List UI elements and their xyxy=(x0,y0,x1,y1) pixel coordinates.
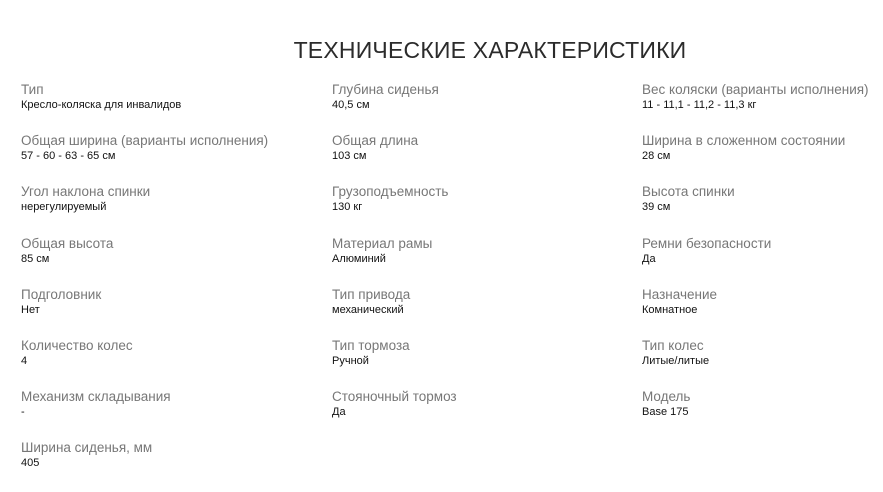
spec-value: Ручной xyxy=(332,354,369,367)
spec-label: Ширина в сложенном состоянии xyxy=(642,133,846,149)
spec-value: Base 175 xyxy=(642,406,689,419)
spec-value: 11 - 11,1 - 11,2 - 11,3 кг xyxy=(642,99,757,111)
spec-item xyxy=(332,184,457,235)
spec-label: Назначение xyxy=(642,286,718,302)
spec-value: 85 см xyxy=(21,252,50,265)
spec-item xyxy=(21,338,268,389)
spec-column-2 xyxy=(332,82,457,440)
spec-item xyxy=(21,236,268,287)
spec-label: Ремни безопасности xyxy=(642,235,772,251)
spec-value: Комнатное xyxy=(642,303,698,316)
page-title: ТЕХНИЧЕСКИЕ ХАРАКТЕРИСТИКИ xyxy=(293,37,687,64)
spec-label: Механизм складывания xyxy=(21,389,171,405)
spec-label: Грузоподъемность xyxy=(332,184,449,200)
spec-column-1 xyxy=(21,82,268,492)
spec-value: 103 см xyxy=(332,150,367,163)
spec-label: Тип xyxy=(21,82,44,97)
spec-label: Тип привода xyxy=(332,286,411,302)
spec-label: Подголовник xyxy=(21,286,102,302)
spec-value: нерегулируемый xyxy=(21,201,107,214)
spec-label: Модель xyxy=(642,389,691,405)
spec-value: - xyxy=(21,406,25,419)
spec-item xyxy=(642,133,869,184)
spec-label: Стояночный тормоз xyxy=(332,389,457,405)
spec-label: Глубина сиденья xyxy=(332,82,439,97)
spec-item xyxy=(332,287,457,338)
spec-value: 57 - 60 - 63 - 65 см xyxy=(21,150,116,163)
spec-label: Общая длина xyxy=(332,133,419,149)
spec-item xyxy=(642,338,869,389)
spec-value: Кресло-коляска для инвалидов xyxy=(21,99,182,111)
spec-item xyxy=(642,236,869,287)
spec-label: Количество колес xyxy=(21,337,133,353)
spec-item xyxy=(21,133,268,184)
spec-label: Общая ширина (варианты исполнения) xyxy=(21,133,269,149)
spec-value: 39 см xyxy=(642,201,671,214)
spec-value: Литые/литые xyxy=(642,354,710,367)
spec-value: 405 xyxy=(21,457,40,470)
spec-item xyxy=(332,236,457,287)
spec-item xyxy=(332,82,457,133)
spec-item xyxy=(21,287,268,338)
spec-label: Тип колес xyxy=(642,337,704,353)
spec-value: 4 xyxy=(21,354,28,367)
spec-label: Высота спинки xyxy=(642,184,735,200)
spec-value: 40,5 см xyxy=(332,99,370,111)
spec-item xyxy=(642,184,869,235)
spec-item xyxy=(642,389,869,440)
spec-label: Ширина сиденья, мм xyxy=(21,440,153,456)
spec-item xyxy=(21,82,268,133)
spec-item xyxy=(21,184,268,235)
spec-value: Да xyxy=(642,252,656,265)
spec-item xyxy=(642,287,869,338)
spec-item xyxy=(21,389,268,440)
spec-label: Тип тормоза xyxy=(332,337,410,353)
spec-value: механический xyxy=(332,303,404,316)
spec-value: 130 кг xyxy=(332,201,363,214)
spec-item xyxy=(21,440,268,491)
spec-item xyxy=(332,133,457,184)
spec-value: Нет xyxy=(21,303,40,316)
spec-value: 28 см xyxy=(642,150,671,163)
spec-item xyxy=(642,82,869,133)
spec-label: Вес коляски (варианты исполнения) xyxy=(642,82,869,97)
spec-item xyxy=(332,389,457,440)
spec-label: Общая высота xyxy=(21,235,114,251)
spec-column-3 xyxy=(642,82,869,440)
spec-label: Угол наклона спинки xyxy=(21,184,151,200)
spec-item xyxy=(332,338,457,389)
spec-value: Да xyxy=(332,406,346,419)
spec-value: Алюминий xyxy=(332,252,386,265)
spec-label: Материал рамы xyxy=(332,235,433,251)
